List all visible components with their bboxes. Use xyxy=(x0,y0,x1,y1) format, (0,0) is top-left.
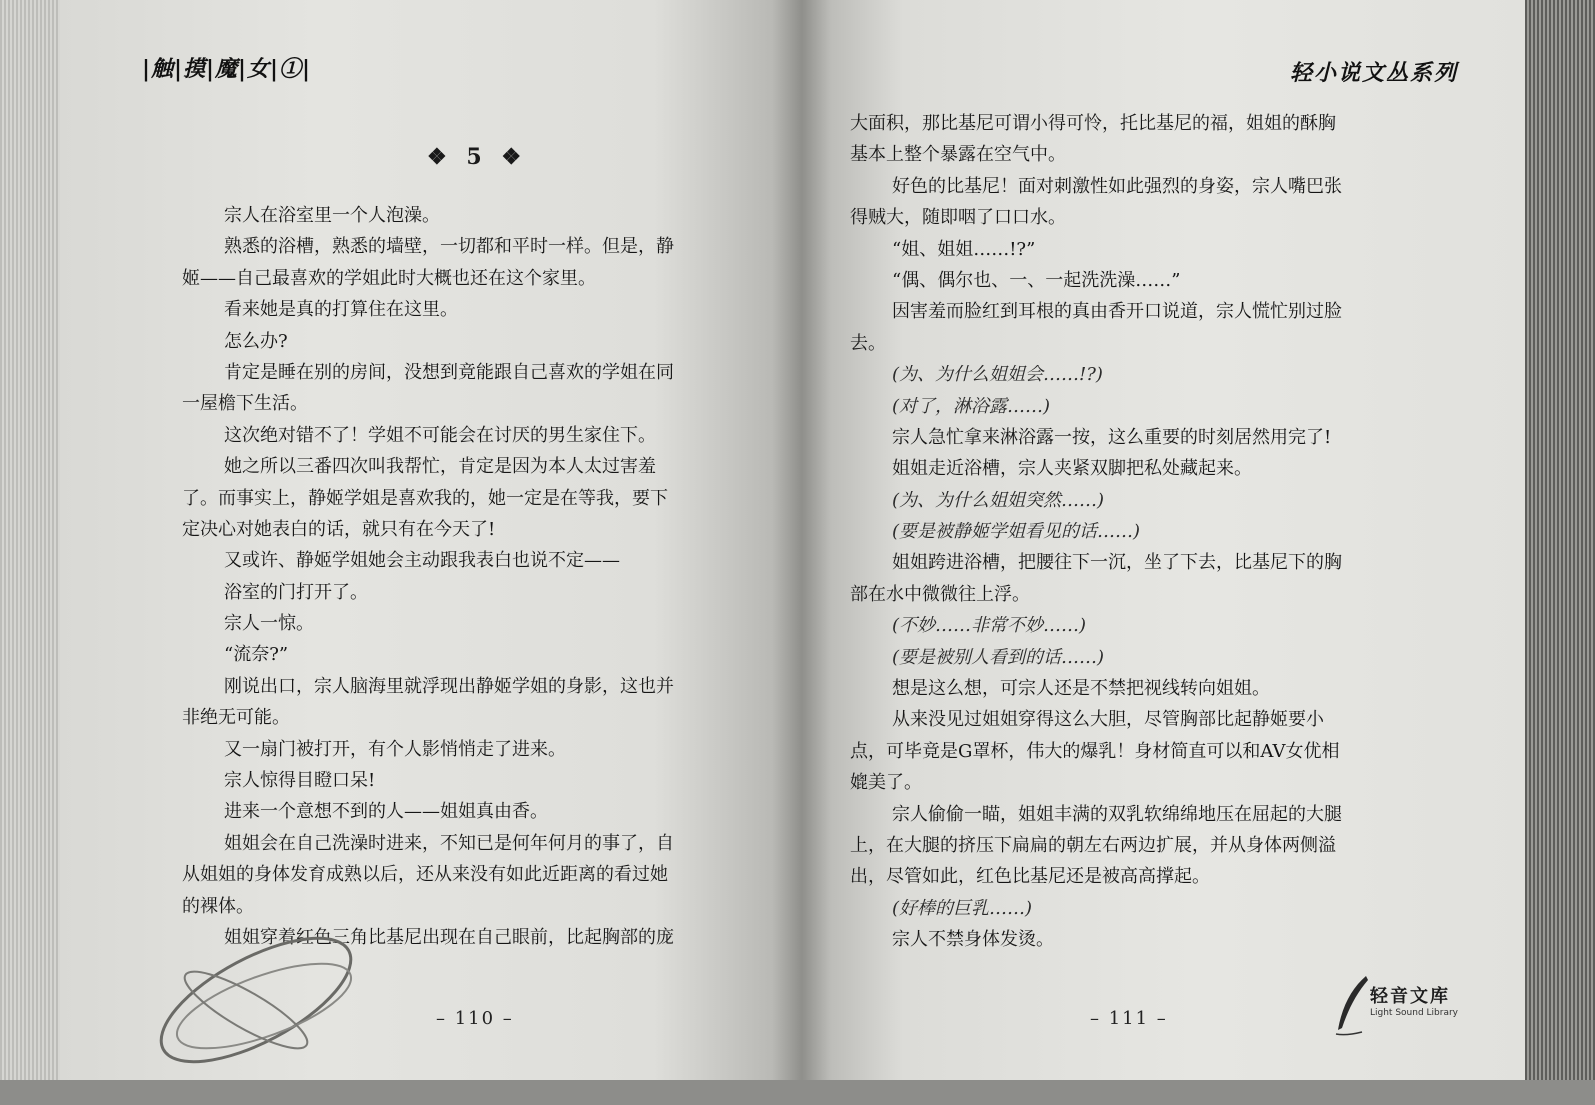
text-line: 又或许、静姬学姐她会主动跟我表白也说不定—— xyxy=(224,550,620,572)
text-line: 宗人一惊。 xyxy=(224,613,314,635)
text-line: (为、为什么姐姐突然……) xyxy=(892,489,1105,511)
text-line: 宗人急忙拿来淋浴露一按，这么重要的时刻居然用完了! xyxy=(892,426,1332,448)
text-line: 姐姐穿着红色三角比基尼出现在自己眼前，比起胸部的庞 xyxy=(224,926,674,948)
page-number-right: – 111 – xyxy=(1090,1008,1168,1029)
text-line: 进来一个意想不到的人——姐姐真由香。 xyxy=(224,801,548,823)
text-line: “偶、偶尔也、一、一起洗洗澡……” xyxy=(892,269,1181,291)
text-line: 宗人偷偷一瞄，姐姐丰满的双乳软绵绵地压在屈起的大腿 xyxy=(892,803,1342,825)
text-line: 从姐姐的身体发育成熟以后，还从来没有如此近距离的看过她 xyxy=(182,864,668,886)
text-line: 姐姐走近浴槽，宗人夹紧双脚把私处藏起来。 xyxy=(892,458,1252,480)
text-line: 非绝无可能。 xyxy=(182,707,290,729)
text-line: 得贼大，随即咽了口口水。 xyxy=(850,207,1066,229)
text-line: 宗人不禁身体发烫。 xyxy=(892,929,1054,951)
text-line: (要是被别人看到的话……) xyxy=(892,646,1105,668)
page-stack-edge-right xyxy=(1525,0,1595,1080)
text-line: 了。而事实上，静姬学姐是喜欢我的，她一定是在等我，要下 xyxy=(182,487,668,509)
text-line: 又一扇门被打开，有个人影悄悄走了进来。 xyxy=(224,738,566,760)
text-line: 她之所以三番四次叫我帮忙，肯定是因为本人太过害羞 xyxy=(224,456,656,478)
publisher-logo-subtitle: Light Sound Library xyxy=(1370,1008,1458,1018)
text-line: (对了，淋浴露……) xyxy=(892,395,1051,417)
left-page xyxy=(60,0,802,1080)
text-line: 刚说出口，宗人脑海里就浮现出静姬学姐的身影，这也并 xyxy=(224,675,674,697)
running-header-right: 轻小说文丛系列 xyxy=(1290,60,1459,86)
text-line: 定决心对她表白的话，就只有在今天了! xyxy=(182,518,496,540)
text-line: “流奈?” xyxy=(224,644,289,666)
text-line: 一屋檐下生活。 xyxy=(182,393,308,415)
text-line: 姐姐跨进浴槽，把腰往下一沉，坐了下去，比基尼下的胸 xyxy=(892,552,1342,574)
text-line: 基本上整个暴露在空气中。 xyxy=(850,144,1066,166)
page-number-left: – 110 – xyxy=(436,1008,514,1029)
right-page-body xyxy=(850,108,1418,956)
text-line: “姐、姐姐……!?” xyxy=(892,238,1036,260)
chapter-heading: ❖ 5 ❖ xyxy=(427,144,528,170)
text-line: 出，尽管如此，红色比基尼还是被高高撑起。 xyxy=(850,866,1210,888)
text-line: 从来没见过姐姐穿得这么大胆，尽管胸部比起静姬要小 xyxy=(892,709,1324,731)
text-line: 去。 xyxy=(850,332,886,354)
running-header-left: |触|摸|魔|女|①| xyxy=(142,56,312,82)
text-line: 肯定是睡在别的房间，没想到竟能跟自己喜欢的学姐在同 xyxy=(224,361,674,383)
text-line: 点，可毕竟是G罩杯，伟大的爆乳！身材简直可以和AV女优相 xyxy=(850,740,1340,762)
left-page-body xyxy=(182,200,740,953)
quill-pen-icon xyxy=(1332,970,1372,1040)
text-line: 宗人在浴室里一个人泡澡。 xyxy=(224,205,440,226)
text-line: 浴室的门打开了。 xyxy=(224,581,368,603)
text-line: 上，在大腿的挤压下扁扁的朝左右两边扩展，并从身体两侧溢 xyxy=(850,834,1336,856)
text-line: 想是这么想，可宗人还是不禁把视线转向姐姐。 xyxy=(892,678,1270,700)
swirl-ornament-icon xyxy=(136,920,366,1070)
text-line: 媲美了。 xyxy=(850,772,922,794)
text-line: 大面积，那比基尼可谓小得可怜，托比基尼的福，姐姐的酥胸 xyxy=(850,113,1336,134)
page-stack-edge-left xyxy=(0,0,66,1080)
text-line: (不妙……非常不妙……) xyxy=(892,615,1087,637)
text-line: 好色的比基尼！面对刺激性如此强烈的身姿，宗人嘴巴张 xyxy=(892,175,1342,197)
text-line: 怎么办? xyxy=(224,330,288,352)
text-line: 这次绝对错不了！学姐不可能会在讨厌的男生家住下。 xyxy=(224,424,656,446)
text-line: (要是被静姬学姐看见的话……) xyxy=(892,521,1141,543)
text-line: 熟悉的浴槽，熟悉的墙壁，一切都和平时一样。但是，静 xyxy=(224,236,674,258)
text-line: 宗人惊得目瞪口呆! xyxy=(224,770,376,792)
text-line: (好棒的巨乳……) xyxy=(892,897,1033,919)
right-page xyxy=(802,0,1525,1080)
publisher-logo-title: 轻音文库 xyxy=(1370,986,1450,1007)
text-line: 姐姐会在自己洗澡时进来，不知已是何年何月的事了，自 xyxy=(224,832,674,854)
text-line: 部在水中微微往上浮。 xyxy=(850,583,1030,605)
text-line: 的裸体。 xyxy=(182,895,254,917)
text-line: 因害羞而脸红到耳根的真由香开口说道，宗人慌忙别过脸 xyxy=(892,301,1342,323)
publisher-logo xyxy=(1332,970,1458,1050)
text-line: (为、为什么姐姐会……!?) xyxy=(892,364,1103,386)
text-line: 姬——自己最喜欢的学姐此时大概也还在这个家里。 xyxy=(182,267,596,289)
text-line: 看来她是真的打算住在这里。 xyxy=(224,299,458,321)
